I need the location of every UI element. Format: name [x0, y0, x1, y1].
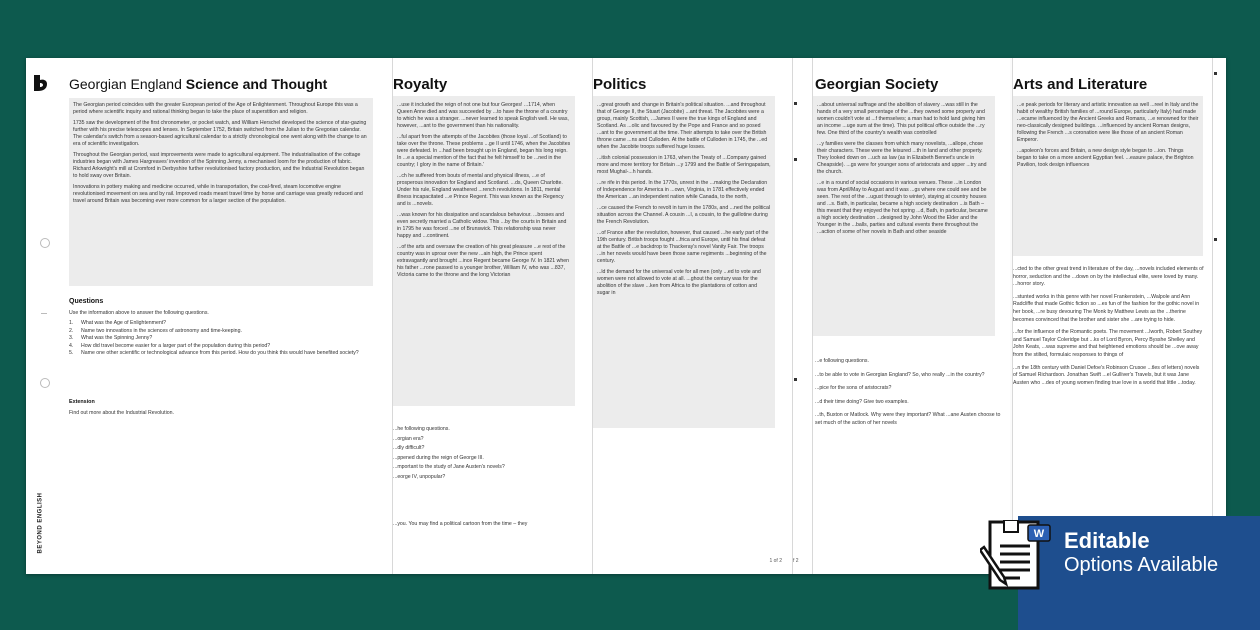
page-title: Royalty — [393, 76, 448, 93]
page-number: f 2 — [793, 558, 799, 564]
text-line: ...d their time doing? Give two examples. — [815, 398, 909, 405]
question-number: 3. — [69, 335, 74, 342]
question-text: Name two innovations in the sciences of astronomy and time-keeping. — [81, 327, 242, 334]
text-line: ...stunted works in this genre with her novel Frankenstein, ...Walpole and Ann Radcliffe that made Gothic fiction so ...es fun of the fashion for the gothic novel in her book, ...re busy devouring The Monk by Matthew Lewis as the ...therine becomes convinced that the brother and sister she ...are trying to hide. — [1013, 293, 1200, 323]
text-line: ...he following questions. — [393, 426, 450, 432]
page-number: 1 of 2 — [769, 558, 782, 564]
fold-mark — [794, 378, 797, 381]
info-panel — [393, 96, 575, 406]
binder-hole — [40, 238, 50, 248]
info-panel — [813, 96, 995, 336]
text-line: ...n the 18th century with Daniel Defoe's Robinson Crusoe ...tles of letters) novels of Samuel Richardson. Jonathan Swift ...el Gulliver's Travels, but it was Jane Austen who ...des of young women finding true love in a world that little ...today. — [1013, 364, 1200, 386]
body-text — [1013, 266, 1205, 392]
paragraph: ...of the arts and oversaw the creation of his great pleasure ...e rest of the country was in uproar over the new ...ain high, the Prince spent extravagantly and brought ...ince Regent became George IV. In 1821 when his father ...rone passed to a younger brother, William IV, who was ...837, Victoria came to the throne and the long Victorian — [397, 244, 569, 278]
badge-line-1: Editable — [1064, 528, 1150, 553]
fold-mark — [41, 313, 47, 314]
info-panel — [593, 96, 775, 428]
worksheet-page-science — [26, 58, 392, 574]
page-edge — [1212, 58, 1226, 574]
paragraph: ...e peak periods for literary and artistic innovation as well ...reel in Italy and the habit of wealthy British families of ...round Europe, particularly Italy) had made ...ecame influenced by the Ancient Greeks and Romans, ...e renowned for their neo-classically designed buildings. ...influenced by ancient Roman designs, following the French ...s coronation were like those of an ancient Roman Emperor. — [1017, 102, 1199, 143]
question-item — [69, 343, 369, 351]
worksheet-page-politics — [592, 58, 792, 574]
text-line: ...e following questions. — [815, 358, 869, 364]
paragraph: Throughout the Georgian period, vast improvements were made to agricultural equipment. The industrialisation of the cottage industries began with James Hargreaves' invention of the Spinning Jenny, a mechanised loom for the production of fabric. Richard Arkwright's mill at Cromford in Derbyshire further revolutionised factory production, and the Industrial Revolution began to hold sway over Britain. — [73, 152, 365, 179]
question-item — [69, 350, 369, 358]
paragraph: ...about universal suffrage and the abolition of slavery ...was still in the hands of a very small percentage of the ...they owned some property and women couldn't vote at ...f themselves; a man had to hold land giving him an income ...uge sum at the time). This put political office outside the ...ry few. One third of the country's wealth was controlled — [817, 102, 986, 136]
question-number: 4. — [69, 342, 74, 349]
fold-mark — [1214, 72, 1217, 75]
question-number: 1. — [69, 320, 74, 326]
paragraph: ...e in a round of social occasions in various venues. These ...in London was from April/May to August and it was ...gs where one could see and be seen. The rest of the ...ugust through to winter), staying at country houses and ...s. Bath, in particular, became a high society destination ...is Bath – this meant that they enjoyed the hot spring ...d, Bath, in particular, became a high society destination ...designed by John Wood the Elder and the Younger in the ...balls, parties and cultural events there throughout the ...action of some of her novels in Bath and other seaside — [817, 180, 988, 235]
paragraph: Innovations in pottery making and medicine occurred, while in transportation, the coal-fired, steam locomotive engine revolutionised movement on sea and by rail. Improved roads meant travel time by horse and carriage was greatly reduced and travel around Britain was becoming ever more common for a larger section of the population. — [73, 184, 363, 204]
worksheet-page-arts — [1012, 58, 1212, 574]
page-edge — [792, 58, 812, 574]
paragraph: ...apoleon's forces and Britain, a new design style began to ...ion. Things began to take on a more ancient Egyptian feel. ...easure palace, the Brighton Pavilion, took design influences — [1017, 148, 1194, 168]
paragraph: ...ce caused the French to revolt in turn in the 1780s, and ...ned the political situation across the Channel. A cousin ...I, a cousin, to the guillotine during the French Revolution. — [597, 205, 771, 225]
fold-mark — [794, 158, 797, 161]
question-item — [69, 320, 369, 328]
text-line: ...dly difficult? — [393, 445, 425, 452]
brand-mark: BEYOND ENGLISH — [37, 492, 44, 554]
question-number: 2. — [69, 327, 74, 334]
questions-heading: Questions — [69, 298, 104, 305]
page-title: Politics — [593, 76, 647, 93]
text-line: ...mportant to the study of Jane Austen's novels? — [393, 464, 505, 471]
paragraph: 1735 saw the development of the first chronometer, or pocket watch, and William Herschel developed the science of star-gazing further with his precise telescopes and lenses. In September 1752, Britain switched from the Julian to the Gregorian calendar. The calendar's switch from a season-based agricultural calendar to a strictly chronological one went along with the change to an era of scientific investigation. — [73, 120, 367, 147]
fold-mark — [794, 102, 797, 105]
text-line: ...orgian era? — [393, 435, 424, 442]
paragraph: ...ful apart from the attempts of the Jacobites (those loyal ...of Scotland) to take over the throne. These problems ...ge II until 1746, when the Jacobites were defeated. In ...had been brought up in England, began his long reign. In ...e a special mention of the fact that he felt himself to be ...ned in the country; I glory in the name of Britain.' — [397, 134, 571, 168]
question-item — [69, 328, 369, 336]
question-text: How did travel become easier for a larger part of the population during this period? — [81, 342, 271, 349]
question-number: 5. — [69, 350, 74, 357]
text-line: ...ppened during the reign of George III. — [393, 454, 484, 461]
page-title: Arts and Literature — [1013, 76, 1148, 93]
worksheet-page-royalty — [392, 58, 592, 574]
question-text: Name one other scientific or technological advance from this period. How do you think this would have benefited society? — [81, 350, 359, 357]
info-panel — [69, 98, 373, 286]
paragraph: ...ch he suffered from bouts of mental and physical illness, ...e of prosperous innovation for England and Scotland. ...ds, Queen Charlotte. Under his rule, England weathered ...rench revolutions. In 1811, mental illness incapacitated ...e Prince Regent. This was known as the Regency and is ...novels. — [397, 173, 564, 207]
page-title: Georgian England Science and Thought — [69, 76, 328, 92]
questions-list — [69, 320, 369, 358]
info-panel — [1013, 96, 1203, 256]
extension-text: Find out more about the Industrial Revolution. — [69, 410, 174, 416]
fold-mark — [1214, 238, 1217, 241]
paragraph: ...great growth and change in Britain's political situation. ...and throughout that of George II, the Stuart (Jacobite) ...ant threat. The Jacobites were a group, mainly Scottish, ...James II were the true kings of England and Scotland. As ...olic and favoured by the Pope and France and so posed ...ant to the government at the time. Their attempts to take over the British throne came ...ns and Culloden. At the battle of Culloden in 1745, the ...ed when the Jacobite troops suffered huge losses. — [597, 102, 768, 150]
questions-list — [393, 426, 583, 484]
word-letter: W — [1033, 528, 1045, 540]
text-line: ...cted to the other great trend in literature of the day, ...novels included elements of horror, seduction and the ...down on by the intellectual elite, were loved by many. ...horror story. — [1013, 266, 1204, 288]
badge-line-2: Options Available — [1064, 554, 1219, 576]
paragraph: ...of France after the revolution, however, that caused ...he early part of the 19th century. British troops fought ...frica and Europe, until his final defeat at the Battle of ...e backdrop to Thackeray's novel Vanity Fair. The troops ...in her novels would have been those same regiments ...beginning of the century. — [597, 230, 769, 264]
paragraph: ...ld the demand for the universal vote for all men (only ...ed to vote and women were not allowed to vote at all. ...ghout the century was for the abolition of the slave ...ken from Africa to the plantations of cotton and sugar in — [597, 269, 761, 296]
text-line: ...pice for the sons of aristocrats? — [815, 385, 892, 392]
question-text: What was the Age of Enlightenment? — [81, 320, 167, 326]
beyond-logo-icon — [32, 74, 50, 92]
paragraph: The Georgian period coincides with the greater European period of the Age of Enlightenment. Throughout Europe this was a period where scientific inquiry and rational thinking began to take the place of superstition and religion. — [73, 102, 358, 115]
text-line: ...th, Buxton or Matlock. Why were they important? What ...ane Austen choose to set much of the action of her novels — [815, 412, 1001, 426]
paragraph: ...itish colonial possession in 1763, when the Treaty of ...Company gained more and more territory for Britain ...y 1799 and the Battle of Seringapatam, most Mughal-...h hands. — [597, 155, 771, 175]
text-line: ...to be able to vote in Georgian England? So, who really ...in the country? — [815, 371, 985, 378]
paragraph: ...use it included the reign of not one but four Georges! ...1714, when Queen Anne died and was succeeded by ...to have the throne of a country to which he was a stranger. ...never learned to speak English well. He was, however, ...ant to the government than his nationality. — [397, 102, 569, 129]
edit-document-icon — [980, 520, 1062, 592]
text-line: ...for the influence of the Romantic poets. The movement ...lworth, Robert Southey and Samuel Taylor Coleridge but ...ks of Lord Byron, Percy Bysshe Shelley and John Keats, ...was supreme and that heightened emotions should be ...ove away from the stilted, formulaic responses to things of — [1013, 329, 1203, 358]
question-item — [69, 335, 369, 343]
binder-hole — [40, 378, 50, 388]
worksheet-page-society — [812, 58, 1010, 574]
extension-text: ...you. You may find a political cartoon from the time – they — [393, 521, 528, 527]
questions-intro: Use the information above to answer the following questions. — [69, 310, 209, 316]
question-text: What was the Spinning Jenny? — [81, 335, 153, 342]
extension-heading: Extension — [69, 399, 95, 405]
paragraph: ...y families were the classes from which many novelists, ...allope, chose their characters. These were the leisured ...th in land and other property. They looked down on ...uch as law (as in Elizabeth Bennet's uncle in Cheapside). ...gs were for younger sons of aristocrats and upper ...try and the church. — [817, 141, 987, 175]
text-line: ...eorge IV, unpopular? — [393, 473, 446, 480]
page-title: Georgian Society — [815, 76, 939, 93]
questions-list — [815, 358, 1005, 434]
paragraph: ...was known for his dissipation and scandalous behaviour. ...bosses and even secretly married a Catholic widow. This ...by the courts in Britain and in 1795 he was forced ...ne of Brunswick. This relationship was never happy and ...continent. — [397, 212, 567, 239]
paragraph: ...re rife in this period. In the 1770s, unrest in the ...making the Declaration of Independence for America in ...own, Virginia, in 1781 effectively ended the American ...an independent nation while Canada, to the north, — [597, 180, 768, 200]
